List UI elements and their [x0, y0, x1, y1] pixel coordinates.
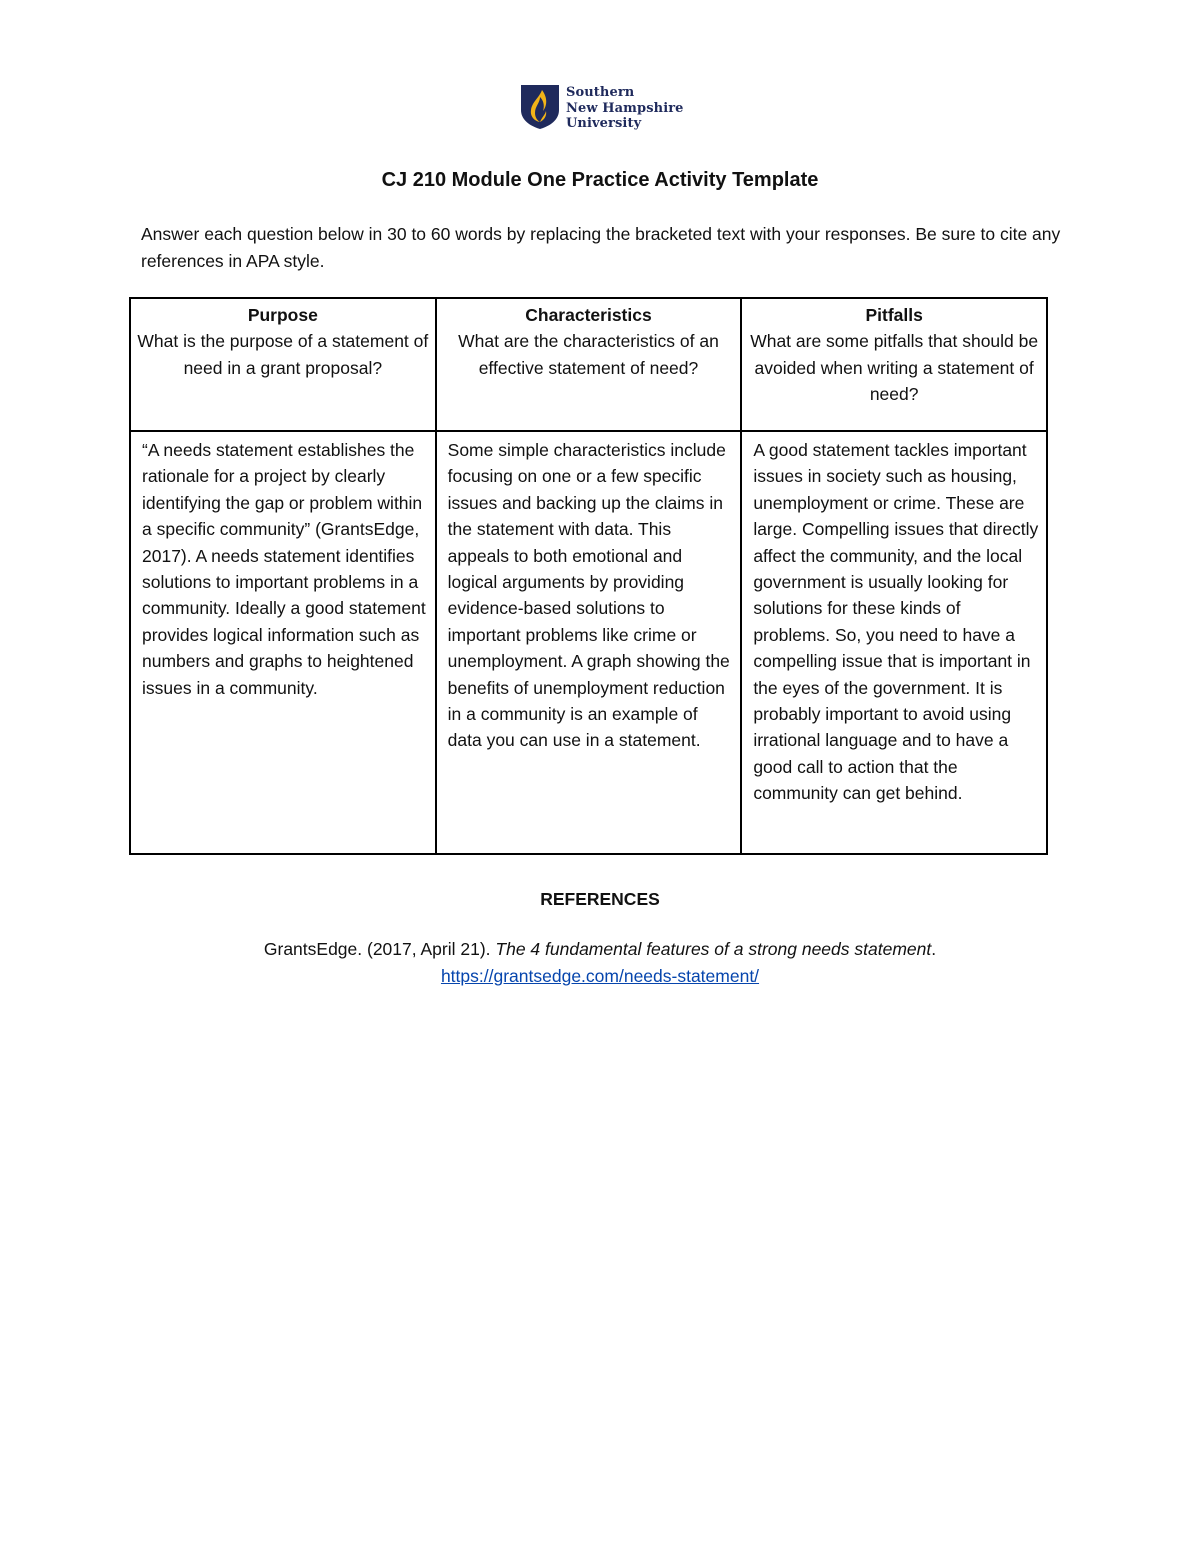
column-question: What are the characteristics of an effective statement of need? [458, 331, 719, 378]
header-cell-purpose [130, 298, 436, 431]
column-title: Purpose [247, 305, 318, 325]
logo-line-2: New Hampshire [566, 100, 684, 116]
reference-link[interactable]: https://grantsedge.com/needs-statement/ [440, 966, 760, 986]
answer-cell-pitfalls: A good statement tackles important issues in society such as housing, unemployment or crime. These are large. Compelling issues that directly affect the community, and the local government is usually looking for solutions for these kinds of problems. So, you need to have a compelling issue that is important in the eyes of the government. It is probably important to avoid using irrational language and to have a good call to action that the community can get behind. [741, 431, 1047, 854]
column-question: What is the purpose of a statement of need in a grant proposal? [137, 331, 429, 378]
activity-table [129, 297, 1048, 855]
table-answer-row [130, 431, 1047, 854]
logo-wordmark [566, 85, 684, 132]
logo-line-3: University [566, 116, 642, 131]
column-question: What are some pitfalls that should be avoided when writing a statement of need? [750, 331, 1039, 405]
answer-cell-purpose: “A needs statement establishes the rationale for a project by clearly identifying the gap or problem within a specific community” (GrantsEdge, 2017). A needs statement identifies solutions to important problems in a community. Ideally a good statement provides logical information such as numbers and graphs to heightened issues in a community. [130, 431, 436, 854]
header-cell-characteristics [436, 298, 742, 431]
reference-period: . [931, 939, 937, 959]
table-header-row [130, 298, 1047, 431]
instructions-text: Answer each question below in 30 to 60 words by replacing the bracketed text with your responses. Be sure to cite any references in APA style. [141, 224, 1061, 271]
reference-entry [0, 936, 1200, 990]
column-title: Characteristics [525, 305, 652, 325]
reference-author-date: GrantsEdge. (2017, April 21). [263, 939, 496, 959]
answer-cell-characteristics: Some simple characteristics include focusing on one or a few specific issues and backing up the claims in the statement with data. This appeals to both emotional and logical arguments by providing evidence-based solutions to important problems like crime or unemployment. A graph showing the benefits of unemployment reduction in a community is an example of data you can use in a statement. [436, 431, 742, 854]
logo-line-1: Southern [566, 85, 635, 100]
document-title: CJ 210 Module One Practice Activity Template [381, 169, 819, 191]
column-title: Pitfalls [865, 305, 923, 325]
snhu-shield-icon [520, 84, 560, 130]
reference-title: The 4 fundamental features of a strong needs statement [495, 939, 932, 959]
header-cell-pitfalls [741, 298, 1047, 431]
university-logo [520, 84, 684, 132]
references-heading: REFERENCES [540, 889, 660, 909]
